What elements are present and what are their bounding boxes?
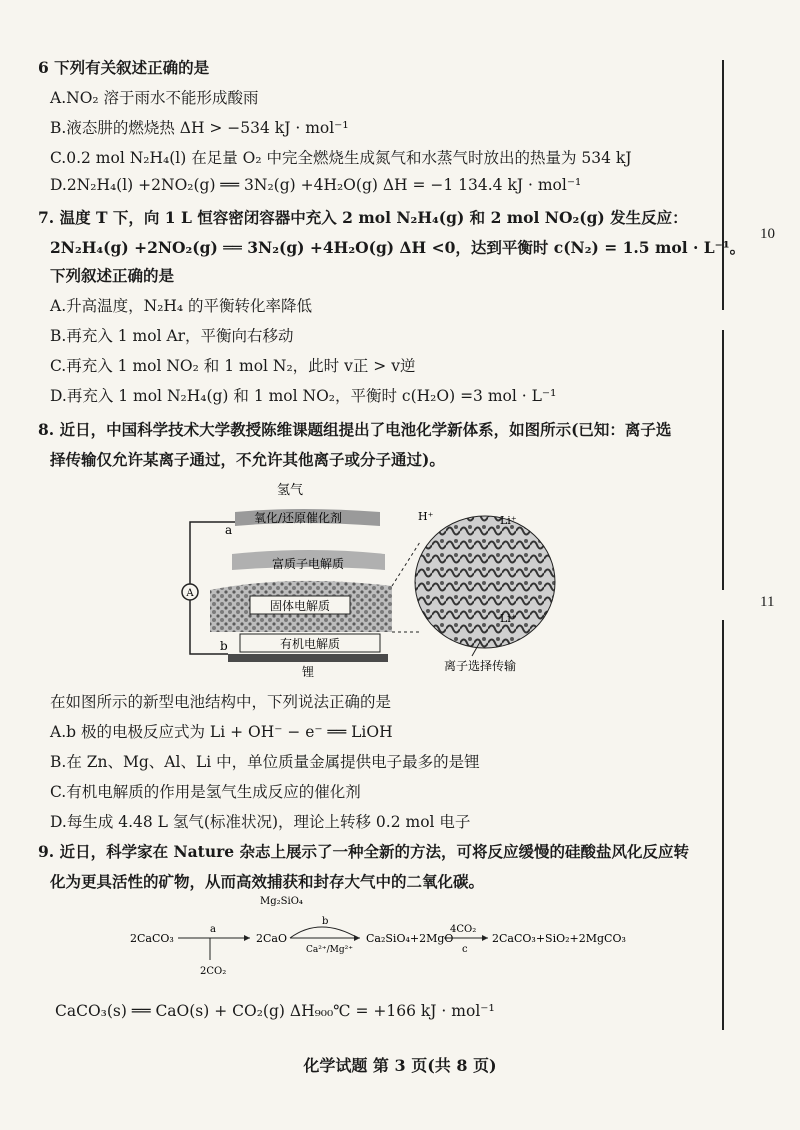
- step-b-label: b: [322, 916, 329, 927]
- battery-diagram: [180, 482, 610, 682]
- step-c-label: c: [462, 944, 468, 955]
- margin-number-11: 11: [760, 594, 775, 610]
- q7-option-d: D.再充入 1 mol N₂H₄(g) 和 1 mol NO₂，平衡时 c(H₂O) =3 mol · L⁻¹: [50, 387, 557, 405]
- margin-rule-mid: [722, 330, 724, 590]
- q8-option-c: C.有机电解质的作用是氢气生成反应的催化剂: [50, 783, 361, 801]
- zoom-view: [415, 516, 555, 648]
- q8-option-d: D.每生成 4.48 L 氢气(标准状况)，理论上转移 0.2 mol 电子: [50, 813, 471, 831]
- q9-stem-line2: 化为更具活性的矿物，从而高效捕获和封存大气中的二氧化碳。: [50, 872, 485, 891]
- q6-option-b: B.液态肼的燃烧热 ΔH > −534 kJ · mol⁻¹: [50, 119, 349, 137]
- reagent-top: Mg₂SiO₄: [260, 896, 303, 907]
- layer5-label: 锂: [301, 665, 315, 679]
- electrode-a-label: a: [225, 523, 233, 537]
- electrode-b-label: b: [220, 639, 228, 653]
- q7-option-b: B.再充入 1 mol Ar，平衡向右移动: [50, 327, 294, 345]
- q7-prompt: 下列叙述正确的是: [50, 266, 175, 285]
- q7-option-a: A.升高温度，N₂H₄ 的平衡转化率降低: [50, 297, 313, 315]
- layer2-label: 富质子电解质: [271, 557, 345, 571]
- page-footer: 化学试题 第 3 页(共 8 页): [303, 1056, 497, 1075]
- arrow-b: [290, 927, 358, 938]
- layer1-label: 氧化/还原催化剂: [253, 511, 343, 525]
- q8-option-b: B.在 Zn、Mg、Al、Li 中，单位质量金属提供电子最多的是锂: [50, 753, 480, 771]
- zoom-caption: 离子选择传输: [443, 659, 517, 673]
- scheme-mid2: Ca₂SiO₄+2MgO: [366, 932, 454, 945]
- q8-stem-line2: 择传输仅允许某离子通过，不允许其他离子或分子通过)。: [50, 450, 445, 469]
- scheme-product: 2CaCO₃+SiO₂+2MgCO₃: [492, 932, 626, 945]
- q9-stem-line1: 9. 近日，科学家在 Nature 杂志上展示了一种全新的方法，可将反应缓慢的硅酸盐风化反应转: [38, 842, 690, 861]
- reagent-c: 4CO₂: [450, 924, 477, 935]
- lithium-layer: [228, 654, 388, 662]
- arrow-a-head: [244, 935, 250, 941]
- q7-stem: 7. 温度 T 下，向 1 L 恒容密闭容器中充入 2 mol N₂H₄(g) 和 2 mol NO₂(g) 发生反应：: [38, 208, 688, 227]
- margin-rule-top: [722, 60, 724, 310]
- ammeter-label: A: [186, 588, 194, 599]
- margin-number-10: 10: [760, 226, 775, 242]
- layer3-label: 固体电解质: [269, 599, 331, 613]
- q7-equation: 2N₂H₄(g) +2NO₂(g) ══ 3N₂(g) +4H₂O(g) ΔH <0，达到平衡时 c(N₂) = 1.5 mol · L⁻¹。: [50, 238, 746, 257]
- arrow-b-head: [354, 935, 360, 941]
- q6-option-d: D.2N₂H₄(l) +2NO₂(g) ══ 3N₂(g) +4H₂O(g) ΔH = −1 134.4 kJ · mol⁻¹: [50, 176, 582, 194]
- q8-prompt: 在如图所示的新型电池结构中，下列说法正确的是: [50, 693, 392, 711]
- reaction-scheme: [110, 890, 630, 990]
- arrow-c-head: [482, 935, 488, 941]
- scheme-byproduct: 2CO₂: [200, 966, 227, 977]
- q8-option-a: A.b 极的电极反应式为 Li + OH⁻ − e⁻ ══ LiOH: [50, 723, 393, 741]
- b-condition: Ca²⁺/Mg²⁺: [306, 945, 353, 955]
- ion-li-label: Li⁺: [500, 514, 517, 527]
- scheme-start: 2CaCO₃: [130, 932, 174, 945]
- q8-stem-line1: 8. 近日，中国科学技术大学教授陈维课题组提出了电池化学新体系，如图所示(已知：离子选: [38, 420, 672, 439]
- ion-li2-label: Li⁺: [500, 612, 517, 625]
- scheme-mid1: 2CaO: [256, 932, 287, 945]
- margin-rule-bot: [722, 620, 724, 1030]
- fig8-top-label: 氢气: [276, 483, 304, 498]
- step-a-label: a: [210, 924, 216, 935]
- layer4-label: 有机电解质: [279, 637, 341, 651]
- q7-option-c: C.再充入 1 mol NO₂ 和 1 mol N₂，此时 v正 > v逆: [50, 357, 416, 375]
- q6-option-c: C.0.2 mol N₂H₄(l) 在足量 O₂ 中完全燃烧生成氮气和水蒸气时放出的热量为 534 kJ: [50, 149, 632, 167]
- ion-h-label: H⁺: [418, 510, 434, 523]
- q6-stem: 6 下列有关叙述正确的是: [38, 58, 210, 77]
- q6-option-a: A.NO₂ 溶于雨水不能形成酸雨: [50, 89, 259, 107]
- q9-equation: CaCO₃(s) ══ CaO(s) + CO₂(g) ΔH₉₀₀℃ = +166 kJ · mol⁻¹: [55, 1002, 495, 1020]
